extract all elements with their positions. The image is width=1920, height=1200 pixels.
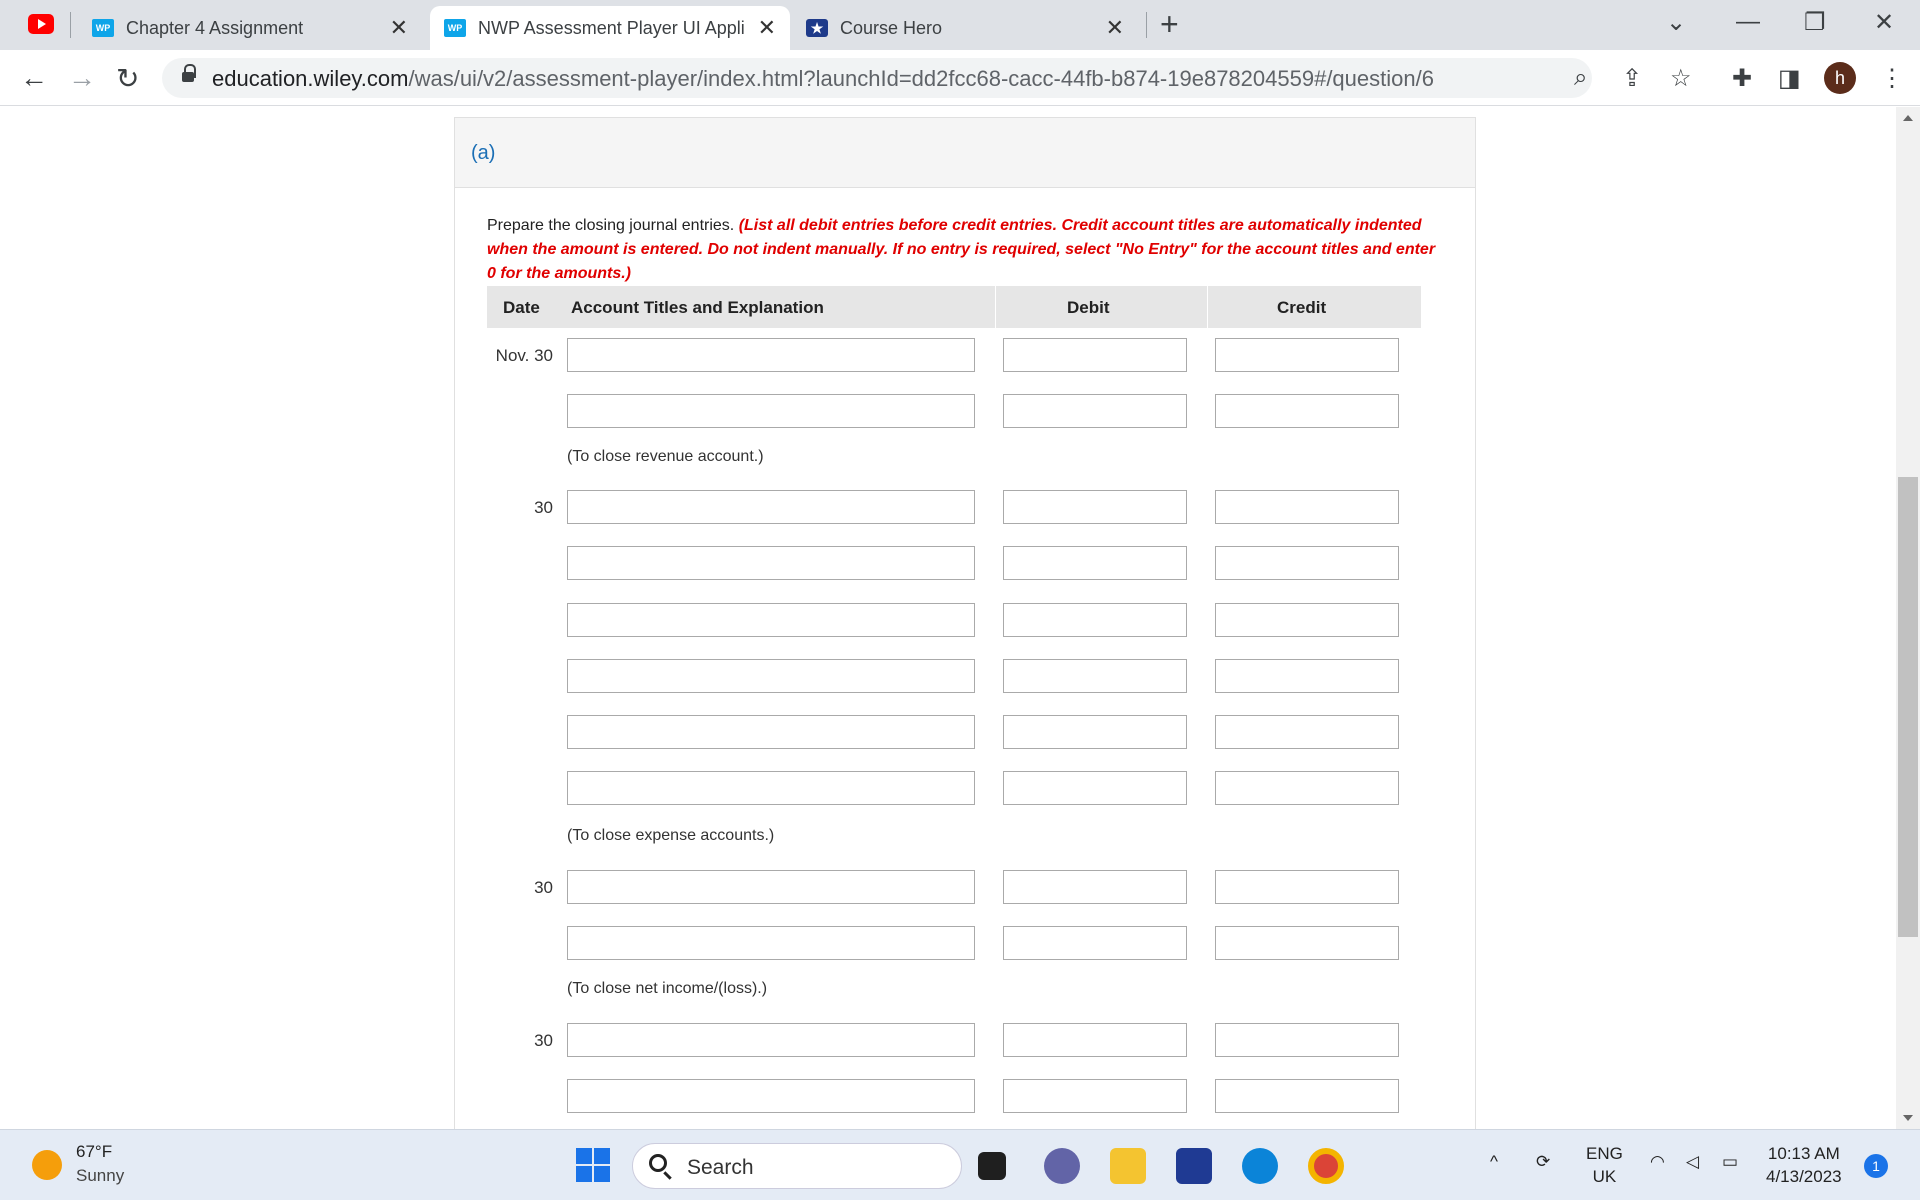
side-panel-icon[interactable]: ◨ [1778, 65, 1801, 92]
search-label: Search [687, 1156, 754, 1179]
file-explorer-icon[interactable] [1110, 1148, 1146, 1184]
debit-input[interactable] [1003, 870, 1187, 904]
battery-icon[interactable]: ▭ [1722, 1152, 1739, 1171]
header-date: Date [503, 298, 540, 317]
youtube-tab-icon[interactable] [28, 14, 54, 34]
tab-title: NWP Assessment Player UI Appli [478, 17, 745, 38]
account-title-input[interactable] [567, 1079, 975, 1113]
instruction-warning: (List all debit entries before credit entries. Credit account titles are automatically indented when the amount is entered. Do not indent manually. If no entry is required, select "No Entry" for the account titles and enter 0 for the amounts.) [487, 217, 1436, 282]
debit-input[interactable] [1003, 715, 1187, 749]
debit-input[interactable] [1003, 659, 1187, 693]
tab-chapter-4-assignment[interactable] [78, 6, 422, 50]
journal-row [487, 870, 1421, 906]
zoom-icon[interactable]: ⌕ [1574, 64, 1588, 91]
credit-input[interactable] [1215, 870, 1399, 904]
journal-row [487, 603, 1421, 639]
edge-browser-icon[interactable] [1242, 1148, 1278, 1184]
close-tab-icon[interactable]: ✕ [757, 15, 776, 40]
restore-window-icon[interactable]: ❐ [1804, 9, 1826, 36]
tab-strip [0, 0, 1920, 50]
weather-sun-icon[interactable] [32, 1150, 62, 1180]
account-title-input[interactable] [567, 490, 975, 524]
debit-input[interactable] [1003, 1023, 1187, 1057]
weather-temperature[interactable]: 67°F [76, 1142, 113, 1161]
tab-separator [1146, 12, 1147, 38]
debit-input[interactable] [1003, 771, 1187, 805]
journal-row [487, 715, 1421, 751]
header-debit: Debit [1067, 298, 1110, 317]
course-hero-favicon-icon: ★ [806, 19, 828, 37]
journal-row [487, 338, 1421, 374]
debit-input[interactable] [1003, 1079, 1187, 1113]
column-divider [1207, 286, 1208, 328]
browser-menu-icon[interactable]: ⋮ [1880, 65, 1904, 92]
system-clock[interactable]: 10:13 AM 4/13/2023 [1766, 1144, 1842, 1186]
account-title-input[interactable] [567, 338, 975, 372]
credit-input[interactable] [1215, 338, 1399, 372]
wileyplus-favicon-icon: WP [92, 19, 114, 37]
part-label: (a) [455, 118, 1475, 188]
account-title-input[interactable] [567, 394, 975, 428]
credit-input[interactable] [1215, 659, 1399, 693]
wifi-icon[interactable]: ◠ [1650, 1152, 1665, 1171]
sync-icon[interactable]: ⟳ [1536, 1152, 1551, 1171]
entry-date: Nov. 30 [495, 346, 553, 365]
scroll-thumb[interactable] [1898, 477, 1918, 937]
page-scrollbar[interactable] [1896, 107, 1920, 1129]
task-view-icon[interactable] [978, 1152, 1006, 1180]
chrome-browser-icon[interactable] [1308, 1148, 1344, 1184]
account-title-input[interactable] [567, 1023, 975, 1057]
browser-toolbar [0, 50, 1920, 106]
question-instructions [487, 214, 1447, 286]
bookmark-star-icon[interactable]: ☆ [1670, 65, 1692, 92]
account-title-input[interactable] [567, 603, 975, 637]
windows-start-icon[interactable] [576, 1148, 610, 1182]
reload-icon[interactable]: ↻ [116, 63, 140, 94]
lock-icon[interactable] [182, 70, 194, 84]
notification-badge[interactable]: 1 [1864, 1154, 1888, 1178]
entry-memo: (To close net income/(loss).) [567, 980, 768, 997]
back-arrow-icon[interactable]: ← [20, 62, 48, 93]
microsoft-store-icon[interactable] [1176, 1148, 1212, 1184]
url-text[interactable]: education.wiley.com/was/ui/v2/assessment-player/index.html?launchId=dd2fcc68-cacc-44fb-b874-19e878204559#/question/6 [212, 66, 1434, 91]
entry-memo: (To close expense accounts.) [567, 827, 775, 844]
credit-input[interactable] [1215, 1079, 1399, 1113]
column-divider [995, 286, 996, 328]
debit-input[interactable] [1003, 546, 1187, 580]
weather-condition[interactable]: Sunny [76, 1166, 125, 1185]
account-title-input[interactable] [567, 926, 975, 960]
profile-avatar[interactable]: h [1824, 62, 1856, 94]
journal-row [487, 926, 1421, 962]
show-hidden-icons-chevron-icon[interactable]: ^ [1490, 1152, 1498, 1171]
account-title-input[interactable] [567, 659, 975, 693]
windows-taskbar [0, 1129, 1920, 1200]
credit-input[interactable] [1215, 715, 1399, 749]
account-title-input[interactable] [567, 546, 975, 580]
credit-input[interactable] [1215, 771, 1399, 805]
volume-icon[interactable]: ◁ [1686, 1152, 1700, 1171]
debit-input[interactable] [1003, 603, 1187, 637]
search-icon [649, 1154, 667, 1172]
new-tab-icon[interactable]: + [1160, 6, 1179, 42]
journal-row [487, 659, 1421, 695]
debit-input[interactable] [1003, 926, 1187, 960]
teams-chat-icon[interactable] [1044, 1148, 1080, 1184]
credit-input[interactable] [1215, 1023, 1399, 1057]
journal-header-row [487, 286, 1421, 328]
journal-row [487, 546, 1421, 582]
header-credit: Credit [1277, 298, 1327, 317]
minimize-icon[interactable]: — [1736, 8, 1760, 35]
question-panel [454, 117, 1476, 1129]
taskbar-search[interactable] [632, 1143, 962, 1189]
journal-row [487, 771, 1421, 807]
account-title-input[interactable] [567, 715, 975, 749]
share-icon[interactable]: ⇪ [1622, 65, 1643, 92]
credit-input[interactable] [1215, 926, 1399, 960]
account-title-input[interactable] [567, 771, 975, 805]
journal-row [487, 394, 1421, 430]
extensions-puzzle-icon[interactable]: ✚ [1732, 65, 1753, 92]
entry-date: 30 [534, 878, 553, 897]
tab-search-chevron-icon[interactable]: ⌄ [1666, 9, 1687, 36]
credit-input[interactable] [1215, 546, 1399, 580]
entry-memo: (To close revenue account.) [567, 448, 764, 465]
header-account-titles: Account Titles and Explanation [571, 298, 824, 317]
account-title-input[interactable] [567, 870, 975, 904]
tab-separator [70, 12, 71, 38]
journal-row [487, 1023, 1421, 1059]
tab-nwp-assessment-player[interactable] [430, 6, 790, 50]
forward-arrow-icon[interactable]: → [68, 62, 96, 93]
tab-course-hero[interactable] [792, 6, 1138, 50]
tab-title: Course Hero [840, 17, 943, 38]
language-indicator[interactable]: ENG UK [1586, 1144, 1623, 1186]
credit-input[interactable] [1215, 394, 1399, 428]
scroll-up-arrow-icon[interactable] [1903, 115, 1913, 121]
close-tab-icon[interactable]: ✕ [389, 15, 408, 40]
instruction-prompt: Prepare the closing journal entries. [487, 217, 735, 234]
tab-title: Chapter 4 Assignment [126, 17, 304, 38]
scroll-down-arrow-icon[interactable] [1903, 1115, 1913, 1121]
journal-row [487, 1079, 1421, 1115]
close-window-icon[interactable]: ✕ [1874, 9, 1895, 36]
debit-input[interactable] [1003, 490, 1187, 524]
journal-row [487, 490, 1421, 526]
wileyplus-favicon-icon: WP [444, 19, 466, 37]
page-content [0, 107, 1896, 1129]
entry-date: 30 [534, 498, 553, 517]
close-tab-icon[interactable]: ✕ [1105, 15, 1124, 40]
credit-input[interactable] [1215, 603, 1399, 637]
address-bar[interactable] [162, 58, 1592, 98]
debit-input[interactable] [1003, 394, 1187, 428]
debit-input[interactable] [1003, 338, 1187, 372]
credit-input[interactable] [1215, 490, 1399, 524]
entry-date: 30 [534, 1031, 553, 1050]
